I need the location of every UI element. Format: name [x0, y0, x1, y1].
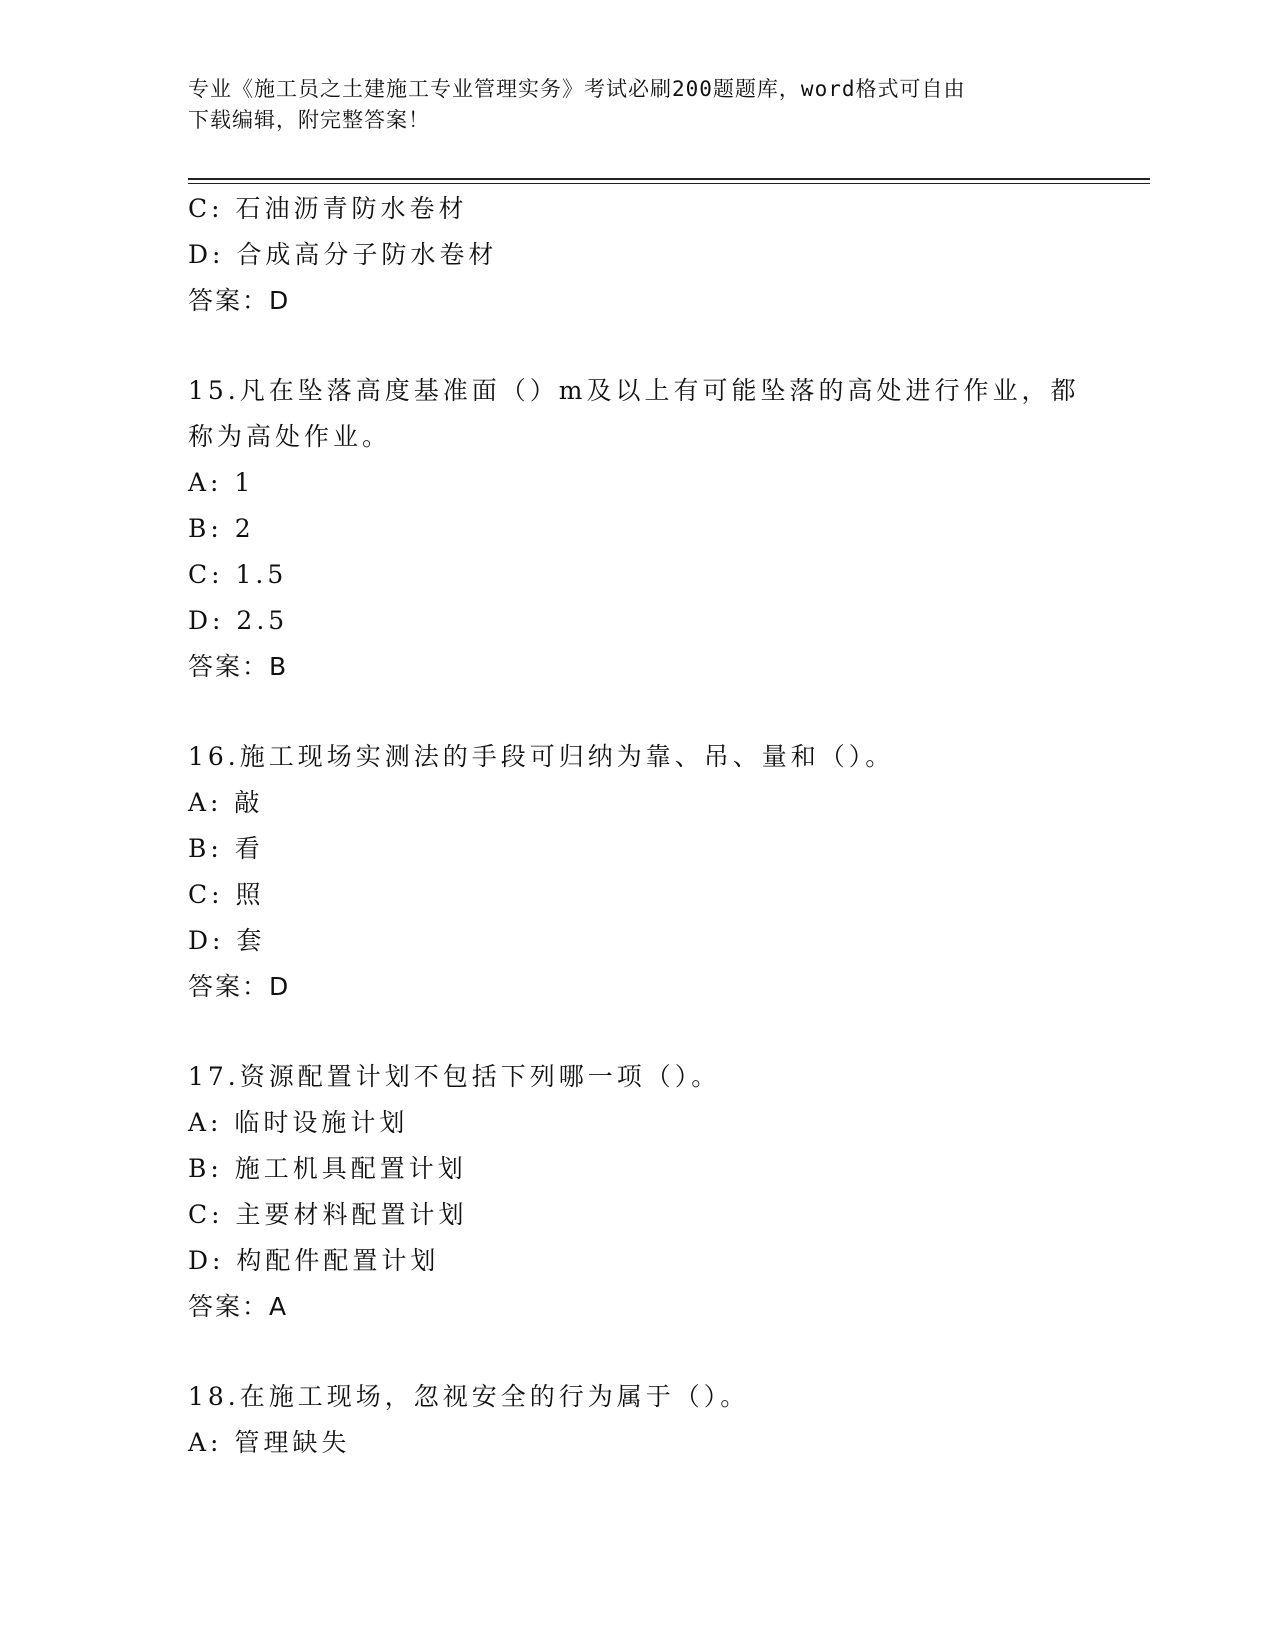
option-b: B: 看: [188, 834, 264, 863]
answer: 答案：B: [188, 652, 289, 681]
question-stem-line-1: 15.凡在坠落高度基准面（）m及以上有可能坠落的高处进行作业，都: [188, 376, 1080, 405]
option-d: D: 2.5: [188, 606, 289, 635]
answer: 答案：D: [188, 286, 291, 315]
question-stem: 16.施工现场实测法的手段可归纳为靠、吊、量和（）。: [188, 742, 895, 771]
option-c: C: 主要材料配置计划: [188, 1200, 468, 1229]
option-b: B: 施工机具配置计划: [188, 1154, 467, 1183]
option-a: A: 临时设施计划: [188, 1108, 409, 1137]
question-14-tail: [188, 186, 1068, 324]
question-16: [188, 734, 1068, 1010]
question-17: [188, 1054, 1068, 1330]
option-a: A: 1: [188, 468, 255, 497]
answer: 答案：D: [188, 972, 291, 1001]
question-15: [188, 368, 1080, 690]
option-d: D: 套: [188, 926, 266, 955]
option-c: C: 石油沥青防水卷材: [188, 194, 468, 223]
question-stem-line-2: 称为高处作业。: [188, 422, 392, 451]
option-d: D: 构配件配置计划: [188, 1246, 440, 1275]
option-d: D: 合成高分子防水卷材: [188, 240, 498, 269]
answer: 答案：A: [188, 1292, 289, 1321]
spacer: [188, 1010, 1068, 1054]
question-18: [188, 1374, 1068, 1466]
header-divider-thick: [188, 178, 1150, 180]
option-a: A: 敲: [188, 788, 264, 817]
question-stem: 18.在施工现场，忽视安全的行为属于（）。: [188, 1382, 750, 1411]
header-divider-thin: [188, 183, 1150, 184]
option-b: B: 2: [188, 514, 255, 543]
spacer: [188, 324, 1068, 368]
question-list: [188, 186, 1080, 1466]
option-a: A: 管理缺失: [188, 1428, 351, 1457]
spacer: [188, 1330, 1068, 1374]
option-c: C: 照: [188, 880, 265, 909]
header-line-1: 专业《施工员之土建施工专业管理实务》考试必刷200题题库，word格式可自由: [188, 77, 966, 101]
question-stem: 17.资源配置计划不包括下列哪一项（）。: [188, 1062, 721, 1091]
header-line-2: 下载编辑，附完整答案！: [188, 108, 430, 132]
document-header: [188, 74, 1068, 136]
spacer: [188, 690, 1068, 734]
option-c: C: 1.5: [188, 560, 288, 589]
